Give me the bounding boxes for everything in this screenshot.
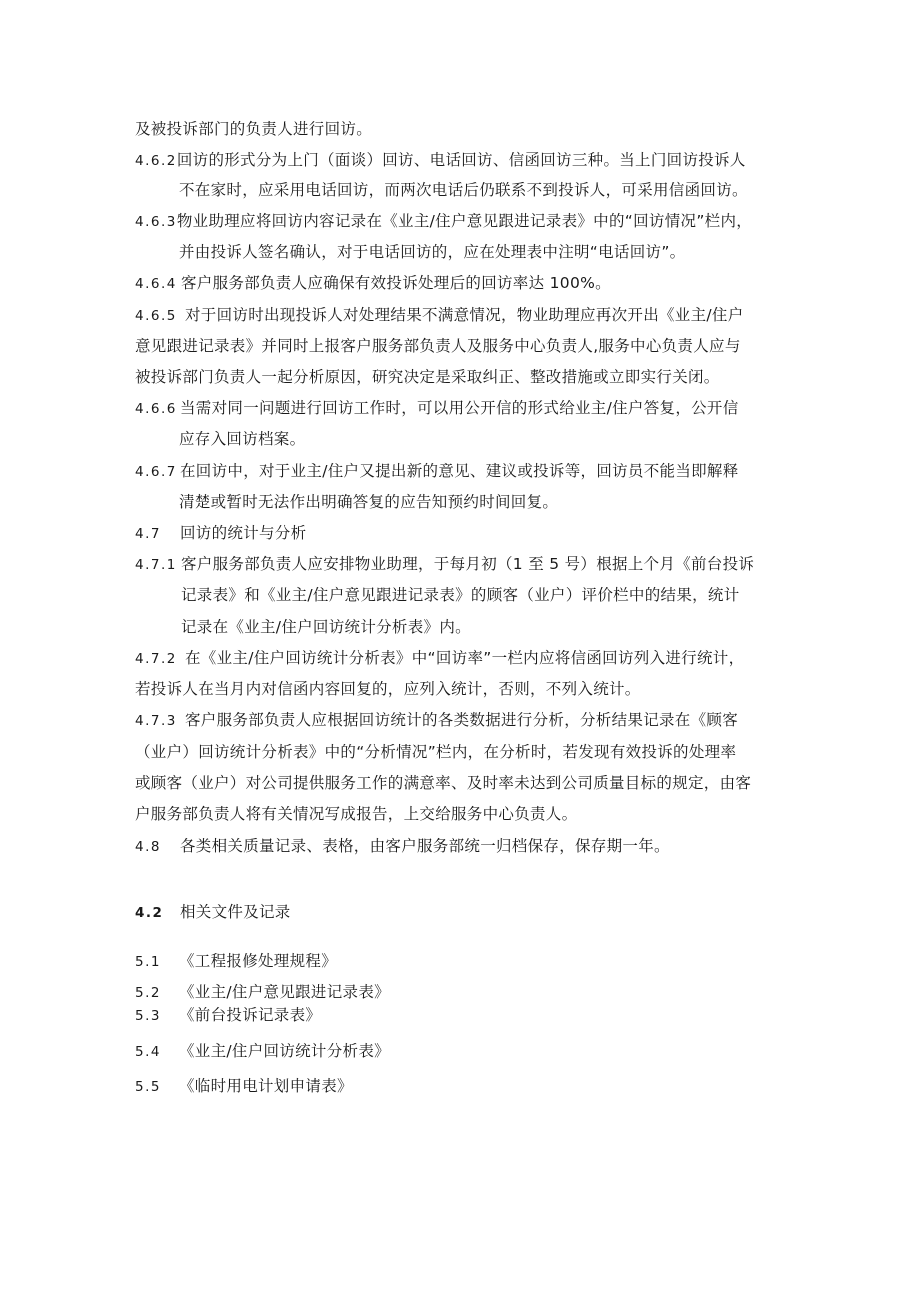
paragraph-continuation <box>135 119 372 139</box>
clause-4-6-4 <box>135 273 611 294</box>
clause-text: 当需对同一问题进行回访工作时，可以用公开信的形式给业主/住户答复，公开信 <box>180 399 739 417</box>
clause-4-6-2-line-1 <box>135 150 746 171</box>
clause-text: 清楚或暂时无法作出明确答复的应告知预约时间回复。 <box>179 493 559 511</box>
clause-4-6-3-line-1 <box>135 211 752 232</box>
clause-number: 4.6.2 <box>135 153 177 169</box>
clause-number: 4.7.1 <box>135 557 177 573</box>
item-title: 《业主/住户意见跟进记录表》 <box>179 983 390 1001</box>
document-item-5-1 <box>135 951 337 972</box>
clause-text: 对于回访时出现投诉人对处理结果不满意情况，物业助理应再次开出《业主/住户 <box>185 306 744 324</box>
clause-text: 回访的形式分为上门（面谈）回访、电话回访、信函回访三种。当上门回访投诉人 <box>176 151 746 169</box>
clause-number: 4.7.3 <box>135 713 177 729</box>
section-number: 4.8 <box>135 839 161 855</box>
clause-text: 并由投诉人签名确认，对于电话回访的，应在处理表中注明“电话回访”。 <box>179 243 686 261</box>
document-item-5-2 <box>135 982 390 1003</box>
clause-4-7-3-line-1 <box>135 710 738 731</box>
clause-text: 客户服务部负责人应安排物业助理，于每月初（1 至 5 号）根据上个月《前台投诉 <box>181 555 755 573</box>
paragraph-text: 及被投诉部门的负责人进行回访。 <box>135 120 373 138</box>
section-4-7 <box>135 523 306 544</box>
clause-text: 意见跟进记录表》并同时上报客户服务部负责人及服务中心负责人,服务中心负责人应与 <box>135 337 741 355</box>
clause-text: 若投诉人在当月内对信函内容回复的，应列入统计，否则，不列入统计。 <box>135 680 641 698</box>
clause-text: 应存入回访档案。 <box>179 430 306 448</box>
clause-number: 4.7.2 <box>135 651 177 667</box>
clause-text: 被投诉部门负责人一起分析原因，研究决定是采取纠正、整改措施或立即实行关闭。 <box>135 368 720 386</box>
item-title: 《业主/住户回访统计分析表》 <box>179 1042 390 1060</box>
clause-text: 在回访中，对于业主/住户又提出新的意见、建议或投诉等，回访员不能当即解释 <box>180 462 739 480</box>
clause-number: 4.6.3 <box>135 214 177 230</box>
section-title: 回访的统计与分析 <box>180 524 307 542</box>
document-item-5-4 <box>135 1041 390 1062</box>
clause-text: 不在家时，应采用电话回访，而两次电话后仍联系不到投诉人，可采用信函回访。 <box>179 181 748 199</box>
clause-number: 4.6.6 <box>135 401 177 417</box>
clause-4-7-1-line-1 <box>135 554 754 575</box>
item-title: 《工程报修处理规程》 <box>179 952 338 970</box>
clause-text: 户服务部负责人将有关情况写成报告，上交给服务中心负责人。 <box>135 805 578 823</box>
item-number: 5.3 <box>135 1008 161 1024</box>
section-text: 各类相关质量记录、表格，由客户服务部统一归档保存，保存期一年。 <box>180 837 670 855</box>
section-number: 4.2 <box>135 905 164 921</box>
item-title: 《前台投诉记录表》 <box>179 1006 322 1024</box>
clause-4-7-3-line-3 <box>135 773 751 793</box>
section-number: 4.7 <box>135 526 161 542</box>
clause-text: 在《业主/住户回访统计分析表》中“回访率”一栏内应将信函回访列入进行统计， <box>185 649 745 667</box>
clause-text: 物业助理应将回访内容记录在《业主/住户意见跟进记录表》中的“回访情况”栏内， <box>176 212 753 230</box>
clause-number: 4.6.4 <box>135 276 177 292</box>
item-number: 5.4 <box>135 1044 161 1060</box>
clause-text: （业户）回访统计分析表》中的“分析情况”栏内，在分析时，若发现有效投诉的处理率 <box>135 743 737 761</box>
clause-text: 记录在《业主/住户回访统计分析表》内。 <box>181 618 471 636</box>
document-item-5-5 <box>135 1076 353 1097</box>
item-number: 5.2 <box>135 985 161 1001</box>
clause-4-6-5-line-3 <box>135 367 720 387</box>
clause-number: 4.6.5 <box>135 308 177 324</box>
clause-text: 记录表》和《业主/住户意见跟进记录表》的顾客（业户）评价栏中的结果，统计 <box>181 586 740 604</box>
clause-4-6-2-line-2 <box>179 180 748 200</box>
item-title: 《临时用电计划申请表》 <box>179 1077 353 1095</box>
item-number: 5.1 <box>135 954 161 970</box>
clause-number: 4.6.7 <box>135 464 177 480</box>
document-item-5-3 <box>135 1005 321 1026</box>
clause-4-6-7-line-1 <box>135 461 739 482</box>
clause-4-6-3-line-2 <box>179 242 685 262</box>
section-title: 相关文件及记录 <box>180 903 291 921</box>
clause-4-7-2-line-2 <box>135 679 641 699</box>
clause-text: 客户服务部负责人应确保有效投诉处理后的回访率达 100%。 <box>181 274 611 292</box>
section-4-8 <box>135 836 670 857</box>
item-number: 5.5 <box>135 1079 161 1095</box>
clause-4-7-1-line-2 <box>181 585 740 605</box>
clause-4-6-5-line-2 <box>135 336 741 356</box>
clause-4-7-3-line-2 <box>135 742 736 762</box>
clause-text: 或顾客（业户）对公司提供服务工作的满意率、及时率未达到公司质量目标的规定，由客 <box>135 774 752 792</box>
clause-text: 客户服务部负责人应根据回访统计的各类数据进行分析，分析结果记录在《顾客 <box>185 711 739 729</box>
clause-4-6-6-line-2 <box>179 429 305 449</box>
section-heading-4-2 <box>135 902 291 923</box>
clause-4-7-1-line-3 <box>181 617 471 637</box>
clause-4-6-7-line-2 <box>179 492 558 512</box>
clause-4-6-6-line-1 <box>135 398 739 419</box>
clause-4-6-5-line-1 <box>135 305 744 326</box>
clause-4-7-3-line-4 <box>135 804 577 824</box>
clause-4-7-2-line-1 <box>135 648 744 669</box>
